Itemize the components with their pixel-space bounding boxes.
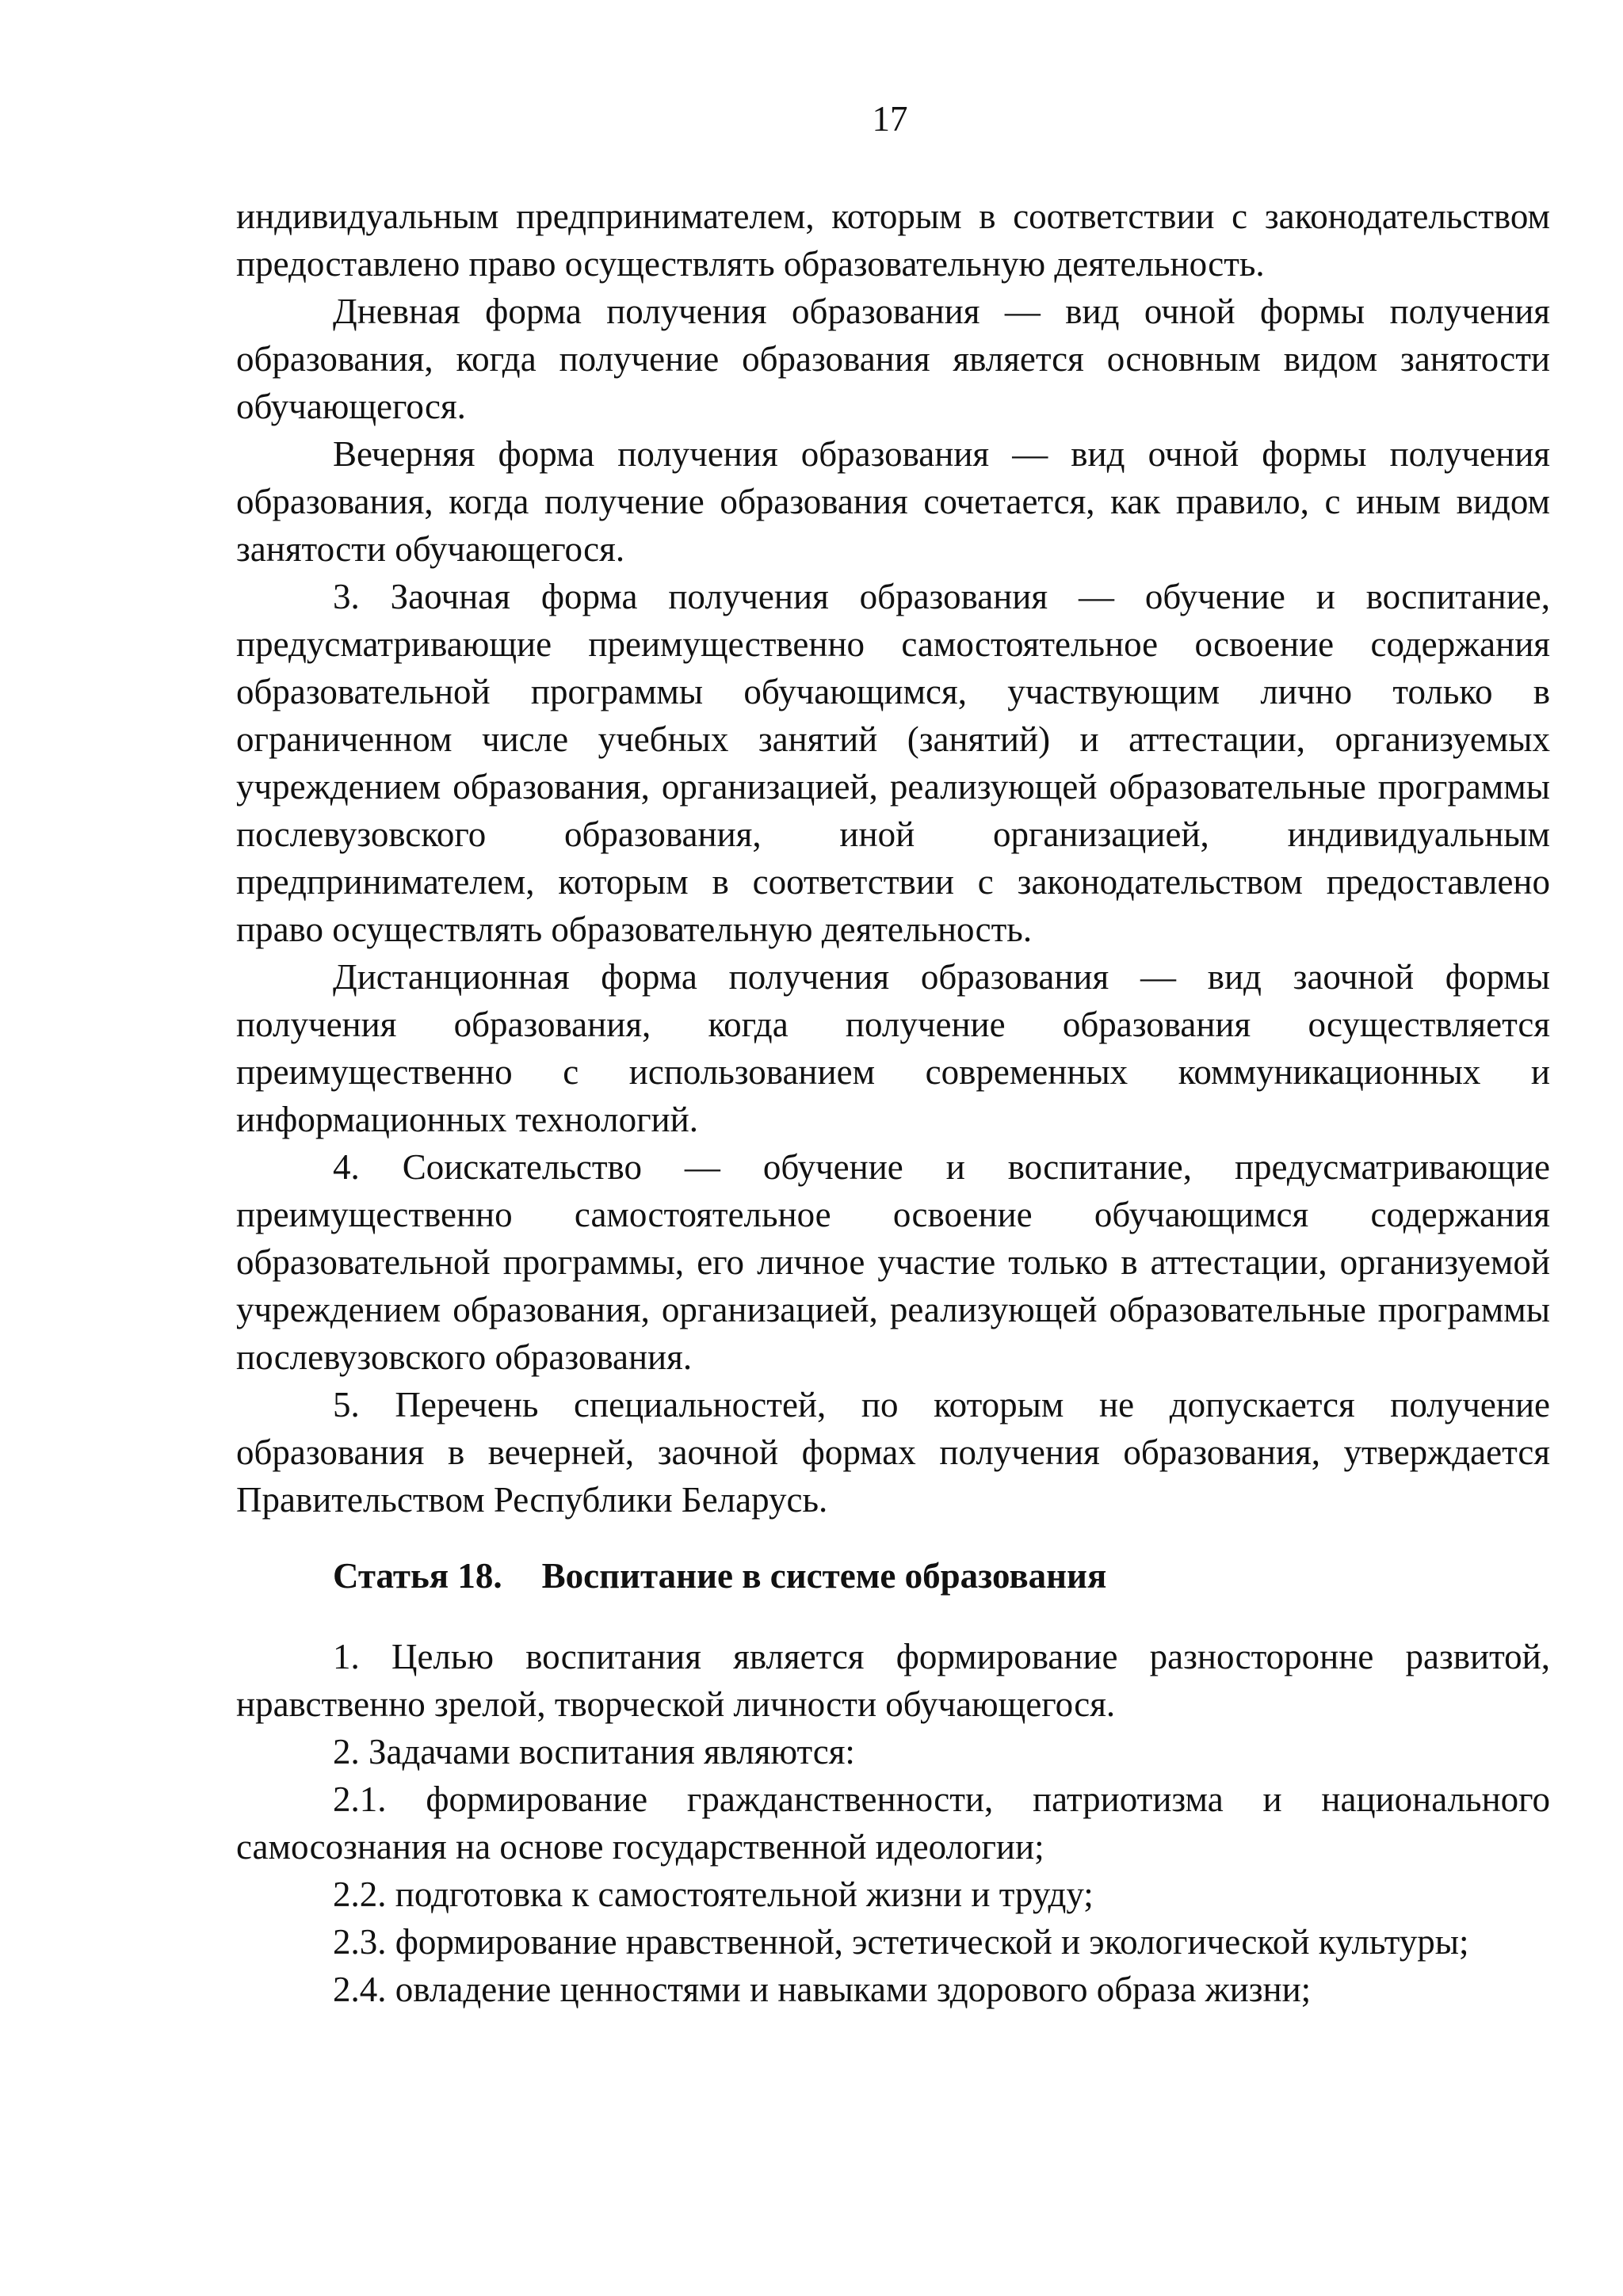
page-number: 17 [872, 99, 908, 139]
paragraph-item-5-specialties: 5. Перечень специальностей, по которым не допускается получение образования в вечерней, заочной формах получения образования, утверждается Правительством Республики Беларусь. [236, 1385, 1550, 1520]
article-heading [236, 1552, 1550, 1600]
document-body [236, 193, 1550, 2013]
paragraph-continuation: индивидуальным предпринимателем, которым в соответствии с законодательством предоставлено право осуществлять образовательную деятельность. [236, 196, 1550, 284]
list-item-2-1: 2.1. формирование гражданственности, патриотизма и национального самосознания на основе государственной идеологии; [236, 1779, 1550, 1867]
paragraph-item-3-correspondence: 3. Заочная форма получения образования — обучение и воспитание, предусматривающие преимущественно самостоятельное освоение содержания образовательной программы обучающимся, участвующим лично только в ограниченном числе учебных занятий (занятий) и аттестации, организуемых учреждением образования, организацией, реализующей образовательные программы послевузовского образования, иной организацией, индивидуальным предпринимателем, которым в соответствии с законодательством предоставлено право осуществлять образовательную деятельность. [236, 577, 1550, 949]
paragraph-item-4-external: 4. Соискательство — обучение и воспитание, предусматривающие преимущественно самостоятельное освоение обучающимся содержания образовательной программы, его личное участие только в аттестации, организуемой учреждением образования, организацией, реализующей образовательные программы послевузовского образования. [236, 1147, 1550, 1377]
paragraph-goal: 1. Целью воспитания является формирование разносторонне развитой, нравственно зрелой, творческой личности обучающегося. [236, 1637, 1550, 1724]
list-item-2-2: 2.2. подготовка к самостоятельной жизни и труду; [333, 1875, 1094, 1914]
article-number: Статья 18. [333, 1556, 502, 1596]
paragraph-day-form: Дневная форма получения образования — вид очной формы получения образования, когда получение образования является основным видом занятости обучающегося. [236, 292, 1550, 426]
paragraph-distance-form: Дистанционная форма получения образования — вид заочной формы получения образования, когда получение образования осуществляется преимущественно с использованием современных коммуникационных и информационных технологий. [236, 957, 1550, 1139]
list-item-2-4: 2.4. овладение ценностями и навыками здорового образа жизни; [333, 1970, 1312, 2009]
article-title: Воспитание в системе образования [541, 1556, 1107, 1596]
list-item-2-3: 2.3. формирование нравственной, эстетической и экологической культуры; [333, 1922, 1469, 1962]
paragraph-evening-form: Вечерняя форма получения образования — вид очной формы получения образования, когда получение образования сочетается, как правило, с иным видом занятости обучающегося. [236, 434, 1550, 569]
paragraph-tasks: 2. Задачами воспитания являются: [333, 1732, 855, 1772]
